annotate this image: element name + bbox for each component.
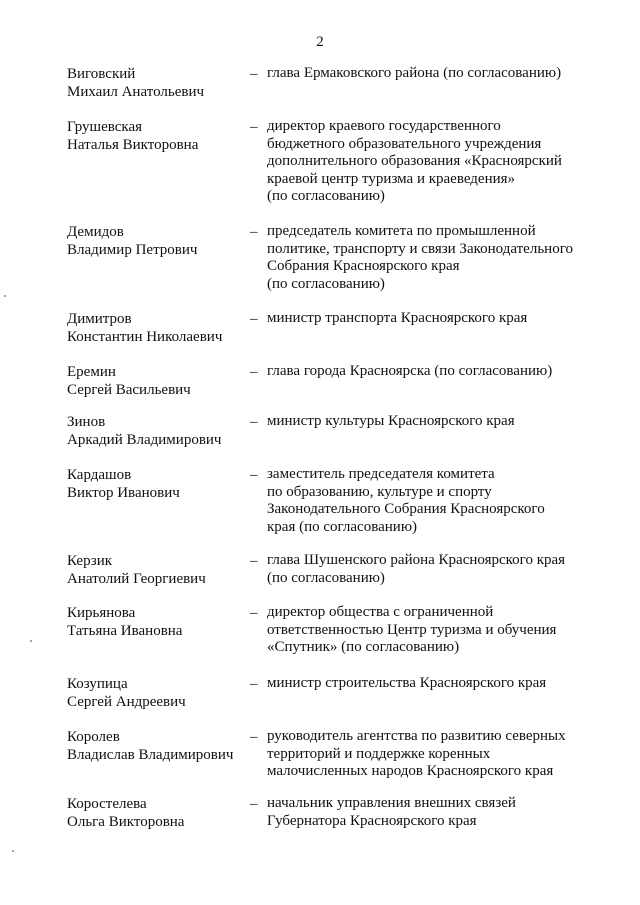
member-name <box>67 363 247 399</box>
position-line: бюджетного образовательного учреждения <box>267 135 542 152</box>
entry-dash: – <box>250 796 258 812</box>
position-line: глава города Красноярска (по согласованию) <box>267 363 553 379</box>
member-surname: Зинов <box>67 414 106 430</box>
member-given-names: Анатолий Георгиевич <box>67 571 206 587</box>
member-name <box>67 552 247 588</box>
position-line: территорий и поддержке коренных <box>267 745 491 762</box>
member-position <box>267 466 607 536</box>
member-position <box>267 65 607 83</box>
entry-dash: – <box>250 119 258 135</box>
entry-dash: – <box>250 467 258 483</box>
entry-dash: – <box>250 364 258 380</box>
scan-speck <box>30 640 32 642</box>
member-given-names: Константин Николаевич <box>67 329 223 345</box>
position-line: заместитель председателя комитета <box>267 466 495 482</box>
position-line: директор краевого государственного <box>267 118 501 134</box>
member-position <box>267 223 607 293</box>
entry-dash: – <box>250 414 258 430</box>
entry-dash: – <box>250 553 258 569</box>
member-position <box>267 310 607 328</box>
member-position <box>267 118 607 206</box>
member-surname: Кардашов <box>67 467 132 483</box>
member-name <box>67 466 247 502</box>
member-surname: Коростелева <box>67 796 147 812</box>
member-given-names: Ольга Викторовна <box>67 814 185 830</box>
member-given-names: Михаил Анатольевич <box>67 84 205 100</box>
member-name <box>67 118 247 154</box>
member-name <box>67 795 247 831</box>
entry-dash: – <box>250 224 258 240</box>
entry-dash: – <box>250 729 258 745</box>
member-given-names: Наталья Викторовна <box>67 137 199 153</box>
member-surname: Кирьянова <box>67 605 136 621</box>
entry-dash: – <box>250 676 258 692</box>
member-given-names: Сергей Андреевич <box>67 694 186 710</box>
member-position <box>267 795 607 830</box>
position-line: (по согласованию) <box>267 188 385 204</box>
position-line: Губернатора Красноярского края <box>267 812 477 829</box>
position-line: по образованию, культуре и спорту <box>267 483 492 500</box>
position-line: министр культуры Красноярского края <box>267 413 515 429</box>
position-line: начальник управления внешних связей <box>267 795 516 811</box>
member-surname: Керзик <box>67 553 113 569</box>
member-given-names: Сергей Васильевич <box>67 382 191 398</box>
member-name <box>67 413 247 449</box>
member-name <box>67 728 247 764</box>
entry-dash: – <box>250 311 258 327</box>
position-line: министр строительства Красноярского края <box>267 675 547 691</box>
position-line: «Спутник» (по согласованию) <box>267 639 460 655</box>
member-surname: Еремин <box>67 364 116 380</box>
member-name <box>67 223 247 259</box>
position-line: (по согласованию) <box>267 275 385 292</box>
member-given-names: Татьяна Ивановна <box>67 623 183 639</box>
position-line: политике, транспорту и связи Законодательного <box>267 240 573 257</box>
scan-speck <box>4 295 6 297</box>
member-name <box>67 65 247 101</box>
member-name <box>67 310 247 346</box>
member-given-names: Владислав Владимирович <box>67 747 234 763</box>
member-position <box>267 552 607 587</box>
position-line: дополнительного образования «Красноярский <box>267 153 562 169</box>
position-line: Законодательного Собрания Красноярского <box>267 501 545 517</box>
member-position <box>267 675 607 693</box>
member-given-names: Аркадий Владимирович <box>67 432 222 448</box>
position-line: (по согласованию) <box>267 569 385 586</box>
member-surname: Грушевская <box>67 119 143 135</box>
page-number: 2 <box>316 34 324 50</box>
position-line: руководитель агентства по развитию северных <box>267 728 566 744</box>
member-name <box>67 604 247 640</box>
member-given-names: Владимир Петрович <box>67 242 198 258</box>
member-position <box>267 363 607 381</box>
member-surname: Королев <box>67 729 120 745</box>
member-given-names: Виктор Иванович <box>67 485 180 501</box>
position-line: ответственностью Центр туризма и обучения <box>267 621 557 638</box>
position-line: глава Шушенского района Красноярского края <box>267 552 566 568</box>
member-surname: Демидов <box>67 224 124 240</box>
position-line: малочисленных народов Красноярского края <box>267 763 554 779</box>
member-surname: Димитров <box>67 311 132 327</box>
entry-dash: – <box>250 605 258 621</box>
member-name <box>67 675 247 711</box>
position-line: председатель комитета по промышленной <box>267 223 536 239</box>
entry-dash: – <box>250 66 258 82</box>
position-line: края (по согласованию) <box>267 518 418 535</box>
position-line: краевой центр туризма и краеведения» <box>267 170 516 187</box>
member-position <box>267 604 607 657</box>
member-surname: Виговский <box>67 66 136 82</box>
scan-speck <box>12 850 14 852</box>
position-line: директор общества с ограниченной <box>267 604 494 620</box>
member-surname: Козупица <box>67 676 128 692</box>
position-line: глава Ермаковского района (по согласованию) <box>267 65 562 81</box>
position-line: министр транспорта Красноярского края <box>267 310 528 326</box>
member-position <box>267 728 607 781</box>
position-line: Собрания Красноярского края <box>267 258 460 274</box>
member-position <box>267 413 607 431</box>
